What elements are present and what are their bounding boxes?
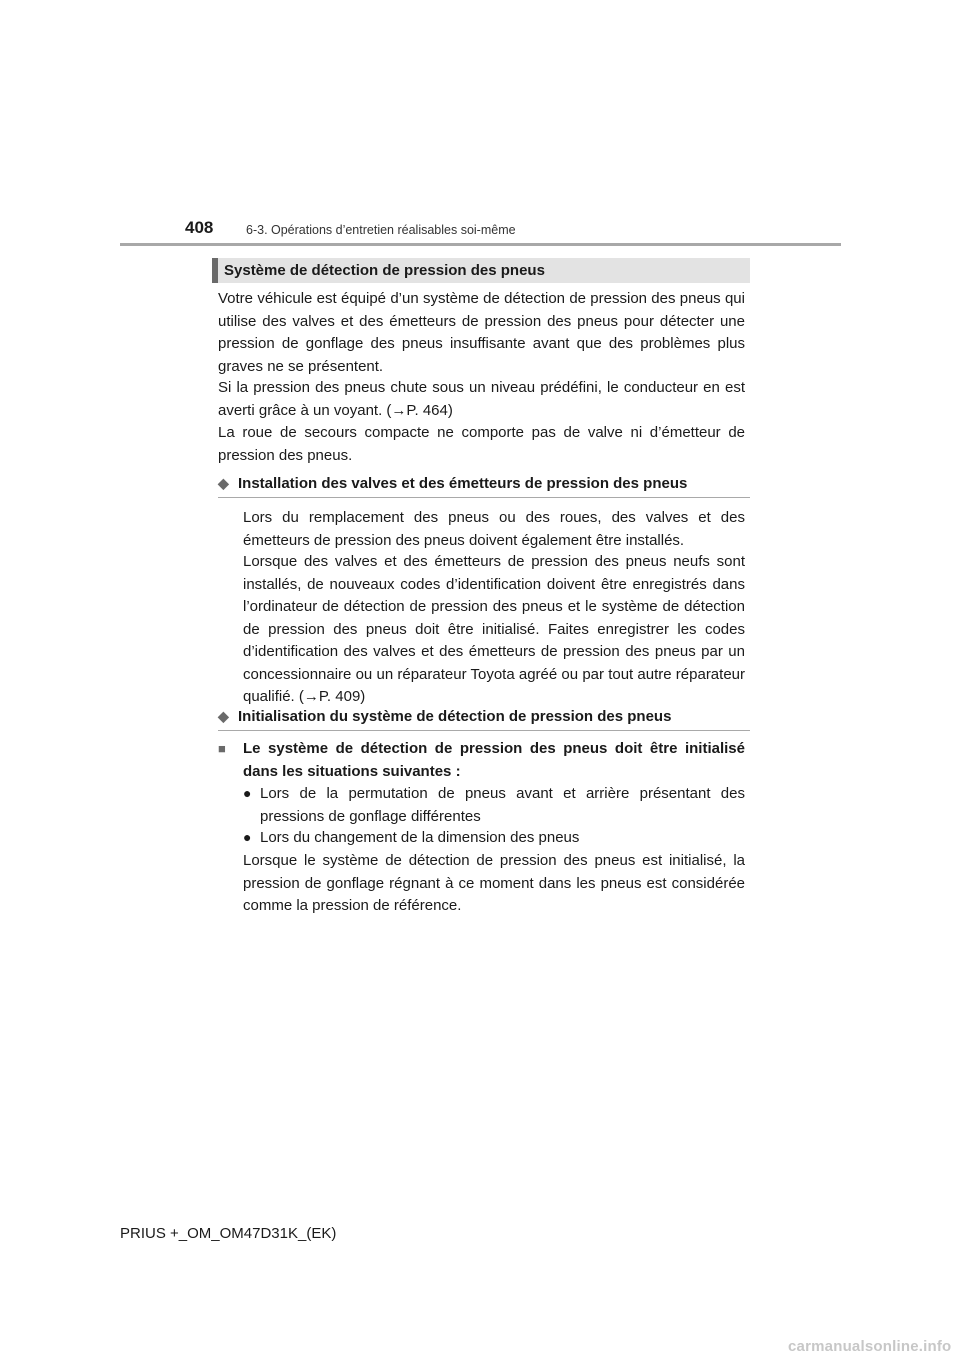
section-title: Système de détection de pression des pneus [224,262,545,279]
intro-paragraph-2: Si la pression des pneus chute sous un niveau prédéfini, le conducteur en est averti grâce à un voyant. (→P. 464) [218,379,745,419]
header-divider [120,243,841,246]
initialisation-closing-paragraph: Lorsque le système de détection de pression des pneus est initialisé, la pression de gonflage régnant à ce moment dans les pneus est considérée comme la pression de référence. [243,852,745,914]
initialisation-conditions-heading [218,738,745,783]
list-item [243,826,745,850]
list-item-text: Lors de la permutation de pneus avant et arrière présentant des pressions de gonflage différentes [260,785,745,825]
installation-paragraph-1: Lors du remplacement des pneus ou des roues, des valves et des émetteurs de pression des pneus doivent également être installés. [243,509,745,549]
diamond-icon: ◆ [218,475,229,491]
intro-paragraph-1: Votre véhicule est équipé d’un système de détection de pression des pneus qui utilise des valves et des émetteurs de pression des pneus pour détecter une pression de gonflage des pneus insuffisante avant que des problèmes plus graves ne se présentent. [218,290,745,375]
section-title-bar [212,258,750,283]
square-icon: ■ [218,741,226,756]
intro-paragraph-3: La roue de secours compacte ne comporte pas de valve ni d’émetteur de pression des pneus. [218,424,745,464]
subsection-heading-installation [218,475,750,498]
title-accent [212,258,218,283]
bullet-icon: ● [243,829,252,845]
subsection-heading-text: Installation des valves et des émetteurs de pression des pneus [238,475,688,492]
list-item-text: Lors du changement de la dimension des pneus [260,829,580,846]
subsection-heading-initialisation [218,708,750,731]
installation-paragraph-2: Lorsque des valves et des émetteurs de pression des pneus neufs sont installés, de nouveaux codes d’identification doivent être enregistrés dans l’ordinateur de détection de pression des pneus et le système de détection de pression des pneus doit être initialisé. Faites enregistrer les codes d’identification des valves et des émetteurs de pression des pneus par un concessionnaire ou un réparateur Toyota agréé ou par tout autre réparateur qualifié. (→P. 409) [243,553,745,705]
bullet-icon: ● [243,785,252,801]
subsection-heading-text: Initialisation du système de détection de pression des pneus [238,708,672,725]
chapter-title: 6-3. Opérations d’entretien réalisables soi-même [246,223,516,237]
watermark: carmanualsonline.info [788,1338,952,1355]
document-code-footer: PRIUS +_OM_OM47D31K_(EK) [120,1225,337,1242]
diamond-icon: ◆ [218,708,229,724]
page-number: 408 [185,218,214,237]
initialisation-conditions-text: Le système de détection de pression des pneus doit être initialisé dans les situations suivantes : [243,740,745,780]
list-item [243,782,745,828]
